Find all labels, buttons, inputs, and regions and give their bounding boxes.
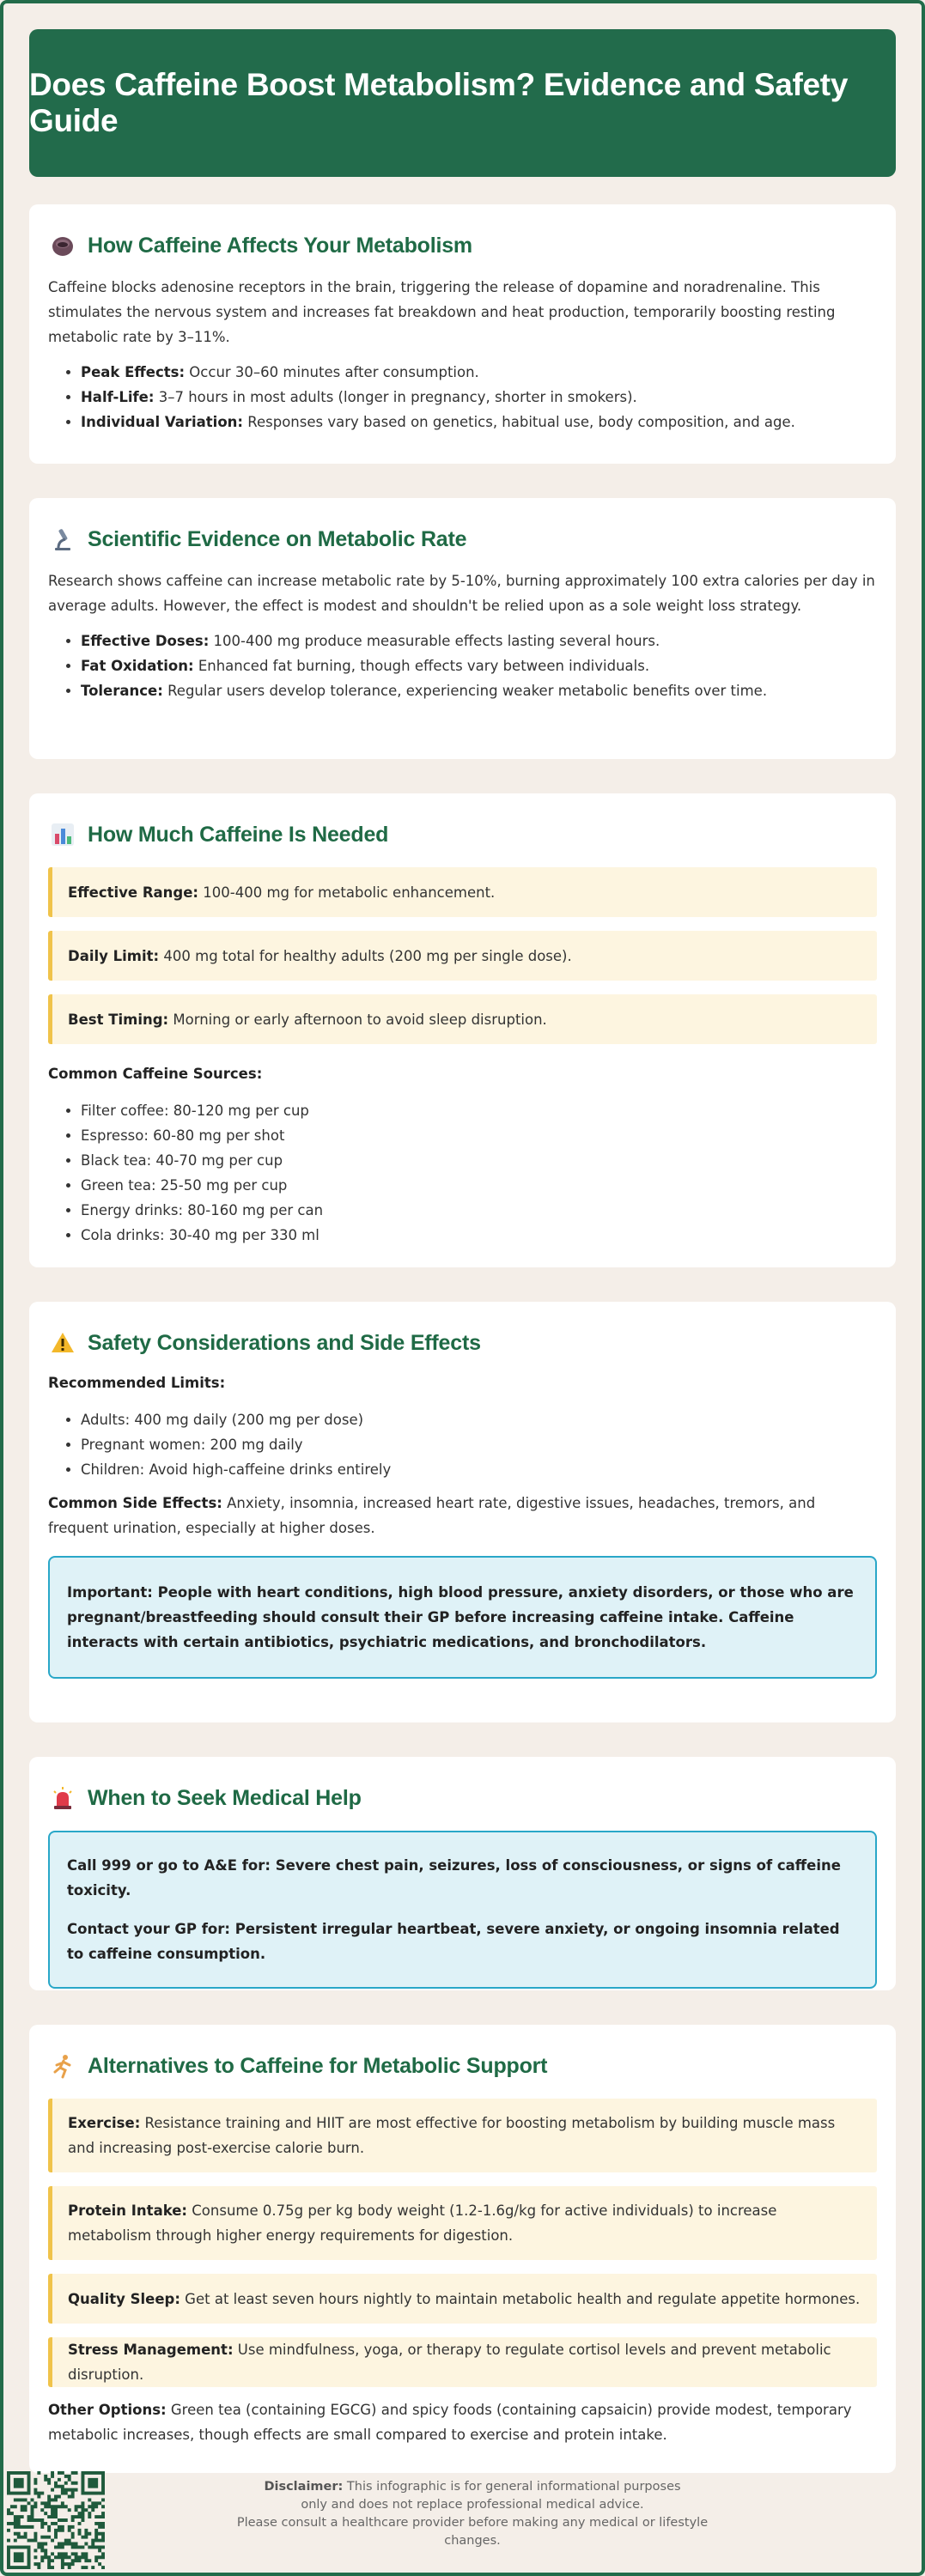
section-dosage — [29, 793, 896, 1267]
list-item: • Pregnant women: 200 mg daily — [81, 1432, 877, 1457]
alternative-note: Protein Intake: Consume 0.75g per kg body weight (1.2-1.6g/kg for active individuals) to increase metabolism through higher energy requirements for digestion. — [48, 2186, 877, 2260]
page-title: Does Caffeine Boost Metabolism? Evidence and Safety Guide — [29, 67, 849, 138]
coffee-icon — [48, 231, 77, 260]
section-heading: When to Seek Medical Help — [88, 1785, 362, 1810]
list-item: • Half-Life: 3–7 hours in most adults (longer in pregnancy, shorter in smokers). — [81, 385, 877, 410]
section-metabolism — [29, 204, 896, 464]
section-safety — [29, 1302, 896, 1722]
bar-chart-icon — [48, 820, 77, 849]
gp-line: Contact your GP for: Persistent irregular heartbeat, severe anxiety, or ongoing insomnia related to caffeine consumption. — [67, 1921, 840, 1962]
infographic — [29, 29, 896, 2443]
list-item: • Adults: 400 mg daily (200 mg per dose) — [81, 1407, 877, 1432]
footer — [0, 2458, 925, 2569]
metabolism-list — [48, 360, 877, 434]
alternative-note: Quality Sleep: Get at least seven hours nightly to maintain metabolic health and regulate appetite hormones. — [48, 2274, 877, 2324]
list-item: • Green tea: 25-50 mg per cup — [81, 1173, 877, 1198]
siren-icon — [48, 1783, 77, 1813]
section-heading: How Much Caffeine Is Needed — [88, 822, 389, 847]
list-item: • Energy drinks: 80-160 mg per can — [81, 1198, 877, 1223]
warning-icon — [48, 1328, 77, 1358]
list-item: • Black tea: 40-70 mg per cup — [81, 1148, 877, 1173]
emergency-line: Call 999 or go to A&E for: Severe chest pain, seizures, loss of consciousness, or signs of caffeine toxicity. — [67, 1857, 841, 1899]
list-item: • Fat Oxidation: Enhanced fat burning, though effects vary between individuals. — [81, 653, 877, 678]
disclaimer: Disclaimer: This infographic is for general informational purposes only and does not replace professional medical advice. Please consult a healthcare provider before making any medical or lifestyle changes. — [236, 2480, 709, 2548]
microscope-icon — [48, 525, 77, 554]
list-item: • Espresso: 60-80 mg per shot — [81, 1123, 877, 1148]
other-options: Other Options: Green tea (containing EGCG) and spicy foods (containing capsaicin) provide modest, temporary metabolic increases, though effects are small compared to exercise and protein intake. — [48, 2402, 852, 2443]
list-item: • Tolerance: Regular users develop tolerance, experiencing weaker metabolic benefits over time. — [81, 678, 877, 703]
section-alternatives — [29, 2025, 896, 2473]
section-help — [29, 1757, 896, 1990]
list-item: • Filter coffee: 80-120 mg per cup — [81, 1098, 877, 1123]
help-alert — [48, 1831, 877, 1989]
list-item: • Effective Doses: 100-400 mg produce measurable effects lasting several hours. — [81, 629, 877, 653]
important-alert: Important: People with heart conditions, high blood pressure, anxiety disorders, or those who are pregnant/breastfeeding should consult their GP before increasing caffeine intake. Caffeine interacts with certain antibiotics, psychiatric medications, and bronchodilators. — [48, 1556, 877, 1679]
section-heading: Scientific Evidence on Metabolic Rate — [88, 526, 467, 551]
alternative-note: Stress Management: Use mindfulness, yoga, or therapy to regulate cortisol levels and prevent metabolic disruption. — [48, 2337, 877, 2387]
list-item: • Children: Avoid high-caffeine drinks entirely — [81, 1457, 877, 1482]
section-evidence — [29, 498, 896, 759]
qr-code-icon[interactable] — [7, 2471, 105, 2569]
alternative-note: Exercise: Resistance training and HIIT are most effective for boosting metabolism by building muscle mass and increasing post-exercise calorie burn. — [48, 2099, 877, 2172]
runner-icon — [48, 2051, 77, 2081]
side-effects: Common Side Effects: Anxiety, insomnia, increased heart rate, digestive issues, headaches, tremors, and frequent urination, especially at higher doses. — [48, 1495, 816, 1536]
list-item: • Peak Effects: Occur 30–60 minutes after consumption. — [81, 360, 877, 385]
section-heading: Safety Considerations and Side Effects — [88, 1330, 481, 1355]
sources-title: Common Caffeine Sources: — [48, 1066, 263, 1082]
section-paragraph: Caffeine blocks adenosine receptors in the brain, triggering the release of dopamine and noradrenaline. This stimulates the nervous system and increases fat breakdown and heat production, temporarily boosting resting metabolic rate by 3–11%. — [48, 279, 836, 345]
limits-title: Recommended Limits: — [48, 1375, 226, 1391]
section-heading: Alternatives to Caffeine for Metabolic Support — [88, 2053, 548, 2078]
limits-list — [48, 1407, 877, 1482]
dosage-note: Effective Range: 100-400 mg for metabolic enhancement. — [48, 867, 877, 917]
title-banner — [29, 29, 896, 177]
section-heading: How Caffeine Affects Your Metabolism — [88, 233, 472, 258]
list-item: • Cola drinks: 30-40 mg per 330 ml — [81, 1223, 877, 1248]
evidence-list — [48, 629, 877, 703]
section-paragraph: Research shows caffeine can increase metabolic rate by 5-10%, burning approximately 100 extra calories per day in average adults. However, the effect is modest and shouldn't be relied upon as a sole weight loss strategy. — [48, 573, 875, 614]
sources-list — [48, 1098, 877, 1248]
dosage-note: Daily Limit: 400 mg total for healthy adults (200 mg per single dose). — [48, 931, 877, 981]
list-item: • Individual Variation: Responses vary based on genetics, habitual use, body composition, and age. — [81, 410, 877, 434]
dosage-note: Best Timing: Morning or early afternoon to avoid sleep disruption. — [48, 994, 877, 1044]
